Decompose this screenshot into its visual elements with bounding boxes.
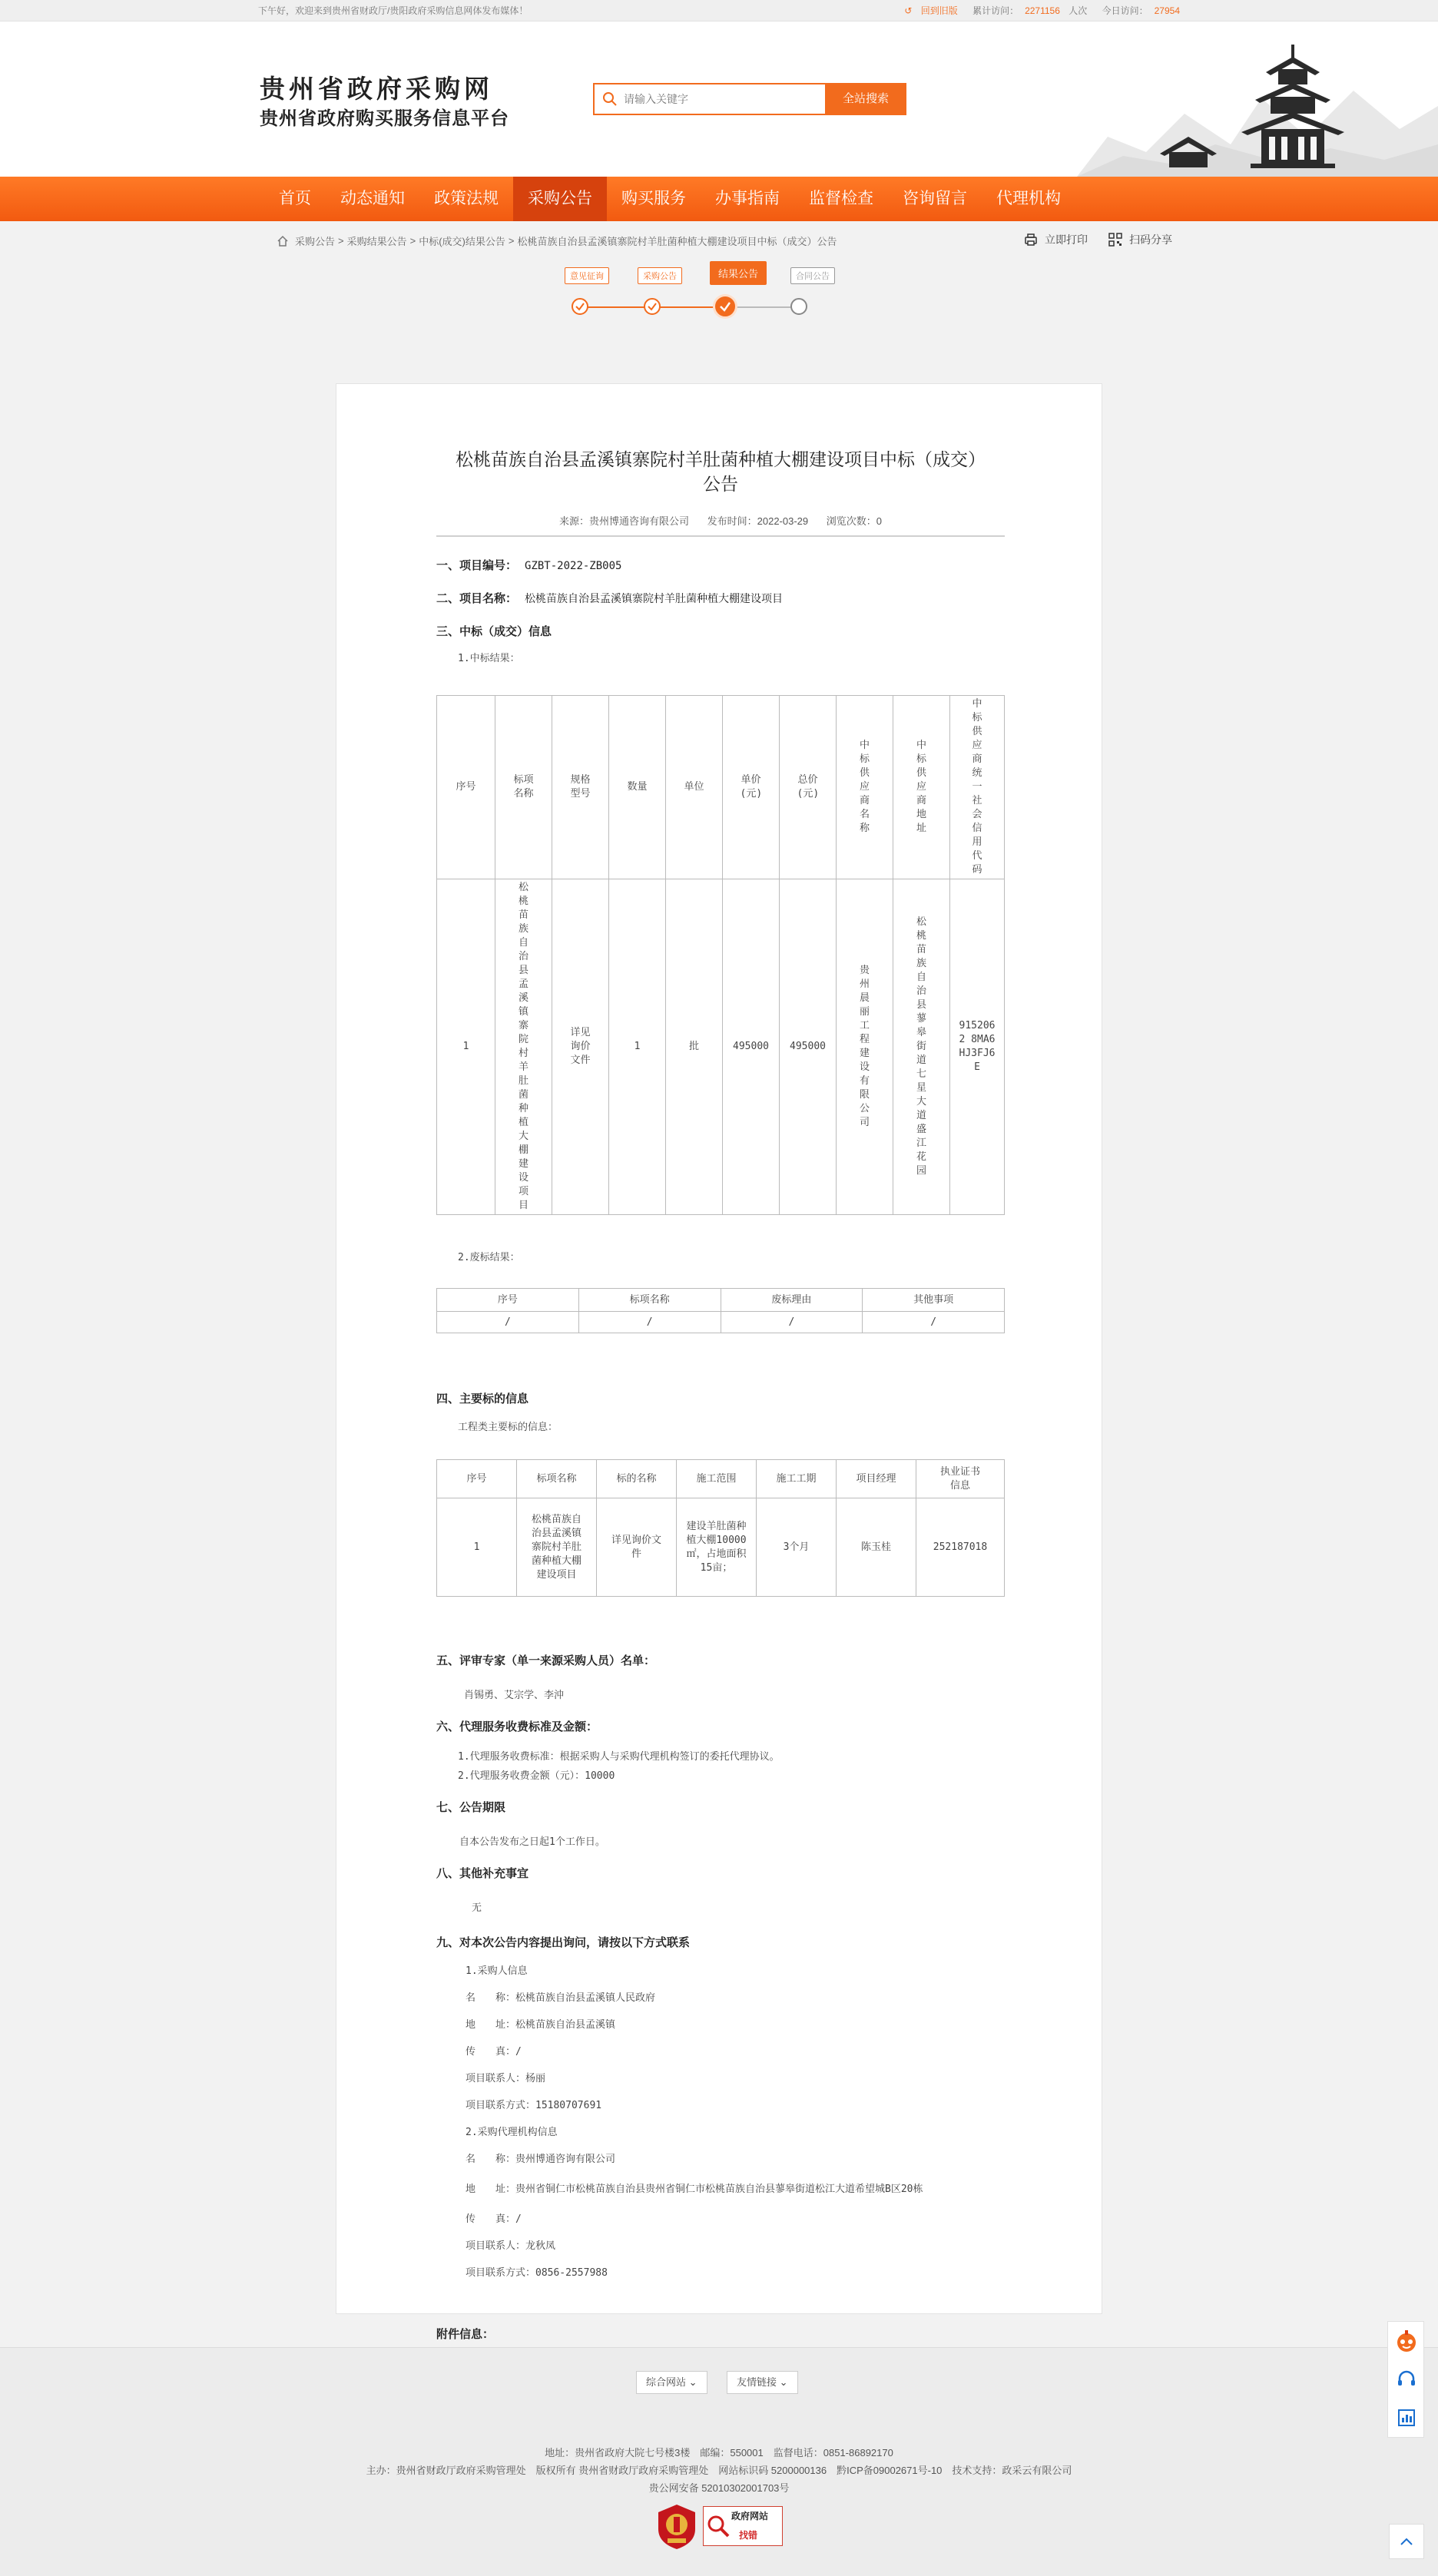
table-cell: 495000 (780, 879, 837, 1215)
table-cell: 松桃苗族自治县蓼皋街道七星大道盛江花园 (893, 879, 950, 1215)
visit-stats: ↺ 回到旧版 累计访问： 2271156 人次 今日访问： 27954 (904, 5, 1180, 16)
table-header: 数量 (609, 696, 666, 879)
table-header: 其他事项 (863, 1289, 1005, 1312)
section-award-info: 三、中标（成交）信息 (436, 625, 552, 638)
step-label-announce[interactable]: 采购公告 (638, 267, 682, 284)
step-current-icon (715, 296, 735, 316)
customer-service-button[interactable] (1388, 2360, 1425, 2399)
article (436, 384, 1005, 2392)
chevron-down-icon: ⌄ (688, 2376, 697, 2388)
table-cell: 松桃苗族自治县孟溪镇寨院村羊肚菌种植大棚建设项目 (517, 1498, 597, 1597)
agency-contact: 项目联系人：龙秋凤 (466, 2240, 556, 2252)
table-cell: 3个月 (757, 1498, 837, 1597)
statistics-button[interactable] (1388, 2399, 1425, 2437)
search-button[interactable]: 全站搜索 (825, 83, 906, 115)
footer-police-record: 贵公网安备 52010302001703号 (648, 2482, 790, 2494)
article-title: 松桃苗族自治县孟溪镇寨院村羊肚菌种植大棚建设项目中标（成交）公告 (456, 449, 986, 494)
table-cell: / (578, 1312, 721, 1333)
table-header: 标项名称 (495, 696, 552, 879)
headset-icon (1397, 2369, 1416, 2389)
chevron-down-icon: ⌄ (779, 2376, 788, 2388)
table-cell: 1 (609, 879, 666, 1215)
step-label-contract[interactable]: 合同公告 (790, 267, 835, 284)
table-cell: / (721, 1312, 863, 1333)
nav-item-agency[interactable]: 代理机构 (996, 190, 1061, 207)
site-subtitle: 贵州省政府购买服务信息平台 (260, 108, 509, 129)
table-row (437, 1312, 1005, 1333)
printer-icon (1023, 232, 1039, 247)
chart-icon (1397, 2409, 1416, 2427)
table-cell: 松桃苗族自治县孟溪镇寨院村羊肚菌种植大棚建设项目 (495, 879, 552, 1215)
table-cell: 批 (666, 879, 723, 1215)
floating-service-panel (1387, 2321, 1424, 2438)
nav-item-supervision[interactable]: 监督检查 (809, 190, 873, 207)
table-header: 中标供应商统一社会信用代码 (950, 696, 1005, 879)
engineering-label: 工程类主要标的信息： (458, 1422, 558, 1433)
table-cell: 贵州晨丽工程建设有限公司 (837, 879, 893, 1215)
table-header: 项目经理 (837, 1460, 916, 1498)
table-cell: / (863, 1312, 1005, 1333)
table-cell: 陈玉桂 (837, 1498, 916, 1597)
agency-heading: 2.采购代理机构信息 (466, 2127, 558, 2138)
magnifier-icon (707, 2515, 730, 2538)
table-header: 中标供应商地址 (893, 696, 950, 879)
top-bar (0, 0, 1438, 22)
nav-item-procurement[interactable]: 采购公告 (513, 177, 607, 221)
contact-info (436, 1964, 1005, 2281)
section-period: 七、公告期限 (436, 1801, 506, 1814)
step-pending-icon (790, 298, 807, 315)
breadcrumb: 采购公告 > 采购结果公告 > 中标(成交)结果公告 > 松桃苗族自治县孟溪镇寨院村羊肚菌种植大棚建设项目中标（成交）公告 (277, 233, 837, 248)
table-header: 单价(元) (723, 696, 780, 879)
return-old-link[interactable]: ↺ 回到旧版 (904, 5, 958, 16)
chevron-up-icon (1398, 2533, 1415, 2550)
period-value: 自本公告发布之日起1个工作日。 (459, 1836, 605, 1848)
award-result-label: 1.中标结果： (458, 653, 520, 664)
page-tools (1023, 232, 1172, 247)
greeting-text: 下午好，欢迎来到贵州省财政厅/贵阳政府采购信息网体发布媒体！ (258, 5, 528, 16)
section-contact: 九、对本次公告内容提出询问，请按以下方式联系 (436, 1936, 691, 1949)
fail-result-label: 2.废标结果： (458, 1252, 520, 1263)
fail-table (436, 1288, 1005, 1333)
today-visits: 27954 (1154, 5, 1180, 16)
site-title: 贵州省政府采购网 (260, 74, 493, 104)
table-header: 施工工期 (757, 1460, 837, 1498)
nav-item-news[interactable]: 动态通知 (340, 190, 405, 207)
process-steps (258, 260, 1180, 349)
experts-list: 肖锡勇、艾宗学、李沖 (464, 1690, 565, 1701)
site-footer (0, 2347, 1438, 2576)
table-cell: / (437, 1312, 579, 1333)
total-visits: 2271156 (1025, 5, 1060, 16)
robot-assistant-button[interactable] (1388, 2322, 1425, 2360)
table-row (437, 1498, 1005, 1597)
table-header: 中标供应商名称 (837, 696, 893, 879)
agency-name: 名 称：贵州博通咨询有限公司 (466, 2154, 616, 2165)
purchaser-fax: 传 真：/ (466, 2046, 522, 2058)
agency-fax: 传 真：/ (466, 2213, 522, 2225)
gov-website-error-badge[interactable]: 政府网站 找错 (703, 2506, 783, 2546)
attachments-label: 附件信息： (436, 2328, 495, 2341)
article-source: 来源：贵州博通咨询有限公司 (559, 515, 690, 527)
table-header: 总价(元) (780, 696, 837, 879)
share-button[interactable]: 扫码分享 (1108, 232, 1172, 247)
table-cell: 495000 (723, 879, 780, 1215)
nav-item-guide[interactable]: 办事指南 (715, 190, 780, 207)
purchaser-name: 名 称：松桃苗族自治县孟溪镇人民政府 (466, 1992, 656, 2004)
party-gov-badge-icon[interactable] (655, 2503, 698, 2551)
step-connector (735, 306, 790, 308)
section-experts: 五、评审专家（单一来源采购人员）名单： (436, 1654, 656, 1667)
search-icon (602, 91, 618, 107)
pagoda-illustration (1077, 22, 1438, 177)
nav-item-consult[interactable]: 咨询留言 (903, 190, 967, 207)
purchaser-heading: 1.采购人信息 (466, 1965, 528, 1977)
table-cell: 详见询价文件 (552, 879, 609, 1215)
table-cell: 建设羊肚菌种植大棚10000㎡，占地面积15亩； (677, 1498, 757, 1597)
step-connector (660, 306, 716, 308)
table-header: 规格型号 (552, 696, 609, 879)
step-done-icon (572, 298, 588, 315)
fee-amount: 2.代理服务收费金额（元）：10000 (458, 1770, 615, 1782)
table-header: 序号 (437, 1460, 517, 1498)
section-project-name: 二、项目名称： 松桃苗族自治县孟溪镇寨院村羊肚菌种植大棚建设项目 (436, 592, 784, 605)
breadcrumb-bar (0, 221, 1438, 260)
table-cell: 1 (437, 879, 495, 1215)
print-button[interactable]: 立即打印 (1023, 232, 1088, 247)
table-cell: 详见询价文件 (597, 1498, 677, 1597)
breadcrumb-award[interactable]: 中标(成交)结果公告 (419, 236, 505, 247)
award-table (436, 695, 1005, 1215)
step-connector (588, 306, 644, 308)
table-header: 标的名称 (597, 1460, 677, 1498)
table-header: 废标理由 (721, 1289, 863, 1312)
step-done-icon (644, 298, 661, 315)
article-views: 浏览次数：0 (826, 515, 882, 527)
table-header: 序号 (437, 1289, 579, 1312)
table-header: 施工范围 (677, 1460, 757, 1498)
nav-item-policy[interactable]: 政策法规 (434, 190, 499, 207)
footer-copyright: 主办：贵州省财政厅政府采购管理处 版权所有 贵州省财政厅政府采购管理处 网站标识码 5200000136 黔ICP备09002671号-10 技术支持：政采云有限公司 (366, 2465, 1072, 2476)
breadcrumb-procurement[interactable]: 采购公告 (295, 236, 336, 247)
fee-standard: 1.代理服务收费标准：根据采购人与采购代理机构签订的委托代理协议。 (458, 1751, 780, 1763)
section-project-no: 一、项目编号： GZBT-2022-ZB005 (436, 559, 622, 572)
links-select[interactable]: 友情链接 ⌄ (727, 2371, 798, 2394)
purchaser-phone: 项目联系方式：15180707691 (466, 2100, 602, 2111)
engineering-table (436, 1459, 1005, 1597)
breadcrumb-current: 松桃苗族自治县孟溪镇寨院村羊肚菌种植大棚建设项目中标（成交）公告 (517, 236, 837, 247)
qrcode-icon (1108, 232, 1123, 247)
table-header: 单位 (666, 696, 723, 879)
site-select[interactable]: 综合网站 ⌄ (636, 2371, 707, 2394)
table-header: 执业证书信息 (916, 1460, 1005, 1498)
site-header (0, 22, 1438, 177)
search-input[interactable] (624, 88, 808, 111)
table-header: 序号 (437, 696, 495, 879)
article-date: 发布时间：2022-03-29 (707, 515, 809, 527)
section-subject-info: 四、主要标的信息 (436, 1392, 529, 1406)
robot-icon (1393, 2327, 1420, 2355)
purchaser-address: 地 址：松桃苗族自治县孟溪镇 (466, 2019, 616, 2031)
section-other: 八、其他补充事宜 (436, 1867, 529, 1880)
agency-phone: 项目联系方式：0856-2557988 (466, 2267, 608, 2279)
table-cell: 1 (437, 1498, 517, 1597)
back-to-top-button[interactable] (1389, 2524, 1424, 2559)
table-header: 标项名称 (578, 1289, 721, 1312)
step-label-consult[interactable]: 意见征询 (565, 267, 609, 284)
footer-address: 地址：贵州省政府大院七号楼3楼 邮编：550001 监督电话：0851-86892170 (545, 2447, 893, 2458)
table-row (437, 879, 1005, 1215)
nav-item-home[interactable]: 首页 (279, 190, 311, 207)
search-box (593, 83, 906, 115)
table-cell: 9152062 8MA6HJ3FJ6E (950, 879, 1005, 1215)
agency-address: 地 址：贵州省铜仁市松桃苗族自治县贵州省铜仁市松桃苗族自治县蓼皋街道松江大道希望城B区20栋 (466, 2184, 923, 2195)
table-cell: 252187018 (916, 1498, 1005, 1597)
main-nav (0, 177, 1438, 221)
step-label-result[interactable]: 结果公告 (710, 261, 767, 285)
nav-item-purchase-service[interactable]: 购买服务 (621, 190, 686, 207)
other-value: 无 (472, 1902, 482, 1914)
article-panel (336, 383, 1102, 2341)
section-agency-fee: 六、代理服务收费标准及金额： (436, 1720, 598, 1733)
purchaser-contact: 项目联系人：杨丽 (466, 2073, 546, 2084)
table-header: 标项名称 (517, 1460, 597, 1498)
home-icon[interactable] (277, 235, 289, 247)
breadcrumb-result[interactable]: 采购结果公告 (346, 236, 407, 247)
article-meta (436, 513, 1005, 537)
